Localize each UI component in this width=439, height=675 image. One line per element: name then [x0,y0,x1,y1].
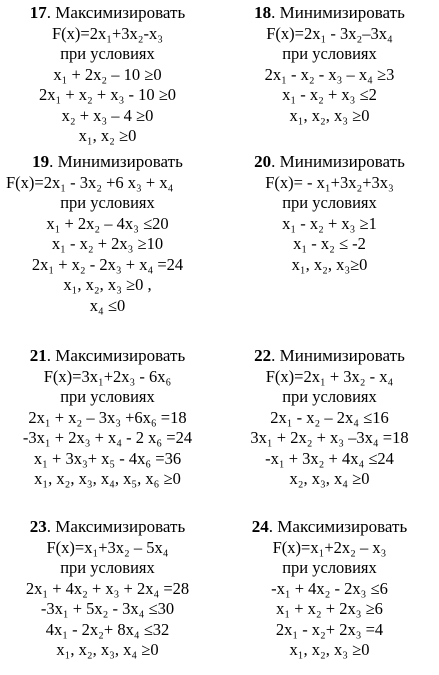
problem-title [222,152,437,173]
conditions-label: при условиях [282,558,377,577]
objective-function: F(x)=2x₁ + 3x₂ - x₄ [265,366,394,386]
constraint: -x₁ + 3x₂ + 4x₄ ≤24 [265,448,394,468]
constraint: x₁, x₂, x₃, x₄, x₅, x₆ ≥0 [34,469,181,488]
problem-20 [222,152,437,275]
problem-task: . Максимизировать [46,3,186,22]
constraint: x₁, x₂, x₃≥0 [291,254,368,274]
conditions-label: при условиях [282,44,377,63]
constraint: 4x₁ - 2x₂+ 8x₄ ≤32 [45,619,170,639]
constraint: 2x₁ + x₂ - 2x₃ + x₄ =24 [31,254,184,274]
constraint: 3x₁ + 2x₂ + x₃ –3x₄ =18 [250,428,409,447]
constraint: -x₁ + 4x₂ - 2x₃ ≤6 [271,578,388,598]
problem-number: 19 [32,152,50,171]
conditions-label: при условиях [60,558,155,577]
problem-task: . Максимизировать [46,346,186,365]
problem-title [0,3,215,24]
constraint: -3x₁ + 2x₃ + x₄ - 2 x₆ =24 [22,428,193,447]
constraint: 2x₁ - x₂ - x₃ – x₄ ≥3 [264,64,395,84]
problem-18 [222,3,437,126]
problem-19 [0,152,215,316]
problem-number: 22 [254,346,272,365]
constraint: 2x₁ - x₂ – 2x₄ ≤16 [270,407,389,427]
problem-number: 17 [29,3,47,22]
constraint: x₁ - x₂ + 2x₃ ≥10 [51,234,164,253]
problem-task: . Максимизировать [268,517,408,536]
constraint: x₁ - x₂ + x₃ ≥1 [282,213,377,233]
problem-task: . Минимизировать [271,346,405,365]
conditions-label: при условиях [282,193,377,212]
constraint: x₁ + 3x₃+ x₅ - 4x₆ =36 [33,448,182,468]
constraint: 2x₁ - x₂+ 2x₃ =4 [275,619,384,639]
objective-function: F(x)=2x₁ - 3x₂ +6 x₃ + x₄ [6,172,174,192]
problem-task: . Минимизировать [271,3,405,22]
constraint: x₁, x₂ ≥0 [78,126,137,145]
problem-title [222,3,437,24]
constraint: -3x₁ + 5x₂ - 3x₄ ≤30 [40,599,175,618]
objective-function: F(x)=3x₁+2x₃ - 6x₆ [43,366,172,386]
problem-number: 18 [254,3,272,22]
constraint: x₁, x₂, x₃ ≥0 [289,105,370,125]
problem-17 [0,3,215,147]
problem-number: 21 [29,346,47,365]
conditions-label: при условиях [60,44,155,63]
problem-number: 24 [251,517,269,536]
problem-title [0,152,215,173]
constraint: x₁ - x₂ ≤ -2 [293,234,366,253]
constraint: x₁, x₂, x₃ ≥0 [289,640,370,659]
constraint: x₂, x₃, x₄ ≥0 [289,469,370,488]
constraint: 2x₁ + 4x₂ + x₃ + 2x₄ =28 [25,578,190,598]
constraint: x₁ - x₂ + x₃ ≤2 [282,85,377,104]
constraint: x₁, x₂, x₃ ≥0 , [63,275,152,294]
problem-title [0,517,215,538]
problem-21 [0,346,215,490]
conditions-label: при условиях [60,387,155,406]
problem-title [222,517,437,538]
problem-task: . Максимизировать [46,517,186,536]
problem-number: 23 [29,517,47,536]
objective-function: F(x)= - x₁+3x₂+3x₃ [265,172,394,192]
problem-22 [222,346,437,490]
constraint: x₁ + x₂ + 2x₃ ≥6 [276,599,383,618]
conditions-label: при условиях [60,193,155,212]
problem-task: . Минимизировать [271,152,405,171]
problem-number: 20 [254,152,272,171]
constraint: x₁ + 2x₂ – 4x₃ ≤20 [46,213,169,233]
problem-title [0,346,215,367]
problem-23 [0,517,215,661]
objective-function: F(x)=2x₁ - 3x₂–3x₄ [266,23,393,43]
constraint: x₂ + x₃ – 4 ≥0 [61,105,154,125]
objective-function: F(x)=x₁+3x₂ – 5x₄ [46,537,169,557]
objective-function: F(x)=x₁+2x₂ – x₃ [272,537,387,557]
constraint: x₁, x₂, x₃, x₄ ≥0 [56,640,159,659]
problem-title [222,346,437,367]
constraint: x₁ + 2x₂ – 10 ≥0 [53,64,162,84]
conditions-label: при условиях [282,387,377,406]
constraint: x₄ ≤0 [89,295,126,315]
objective-function: F(x)=2x₁+3x₂-x₃ [51,23,164,43]
problem-task: . Минимизировать [49,152,183,171]
constraint: 2x₁ + x₂ – 3x₃ +6x₆ =18 [28,407,187,427]
problem-24 [222,517,437,661]
constraint: 2x₁ + x₂ + x₃ - 10 ≥0 [38,85,177,104]
